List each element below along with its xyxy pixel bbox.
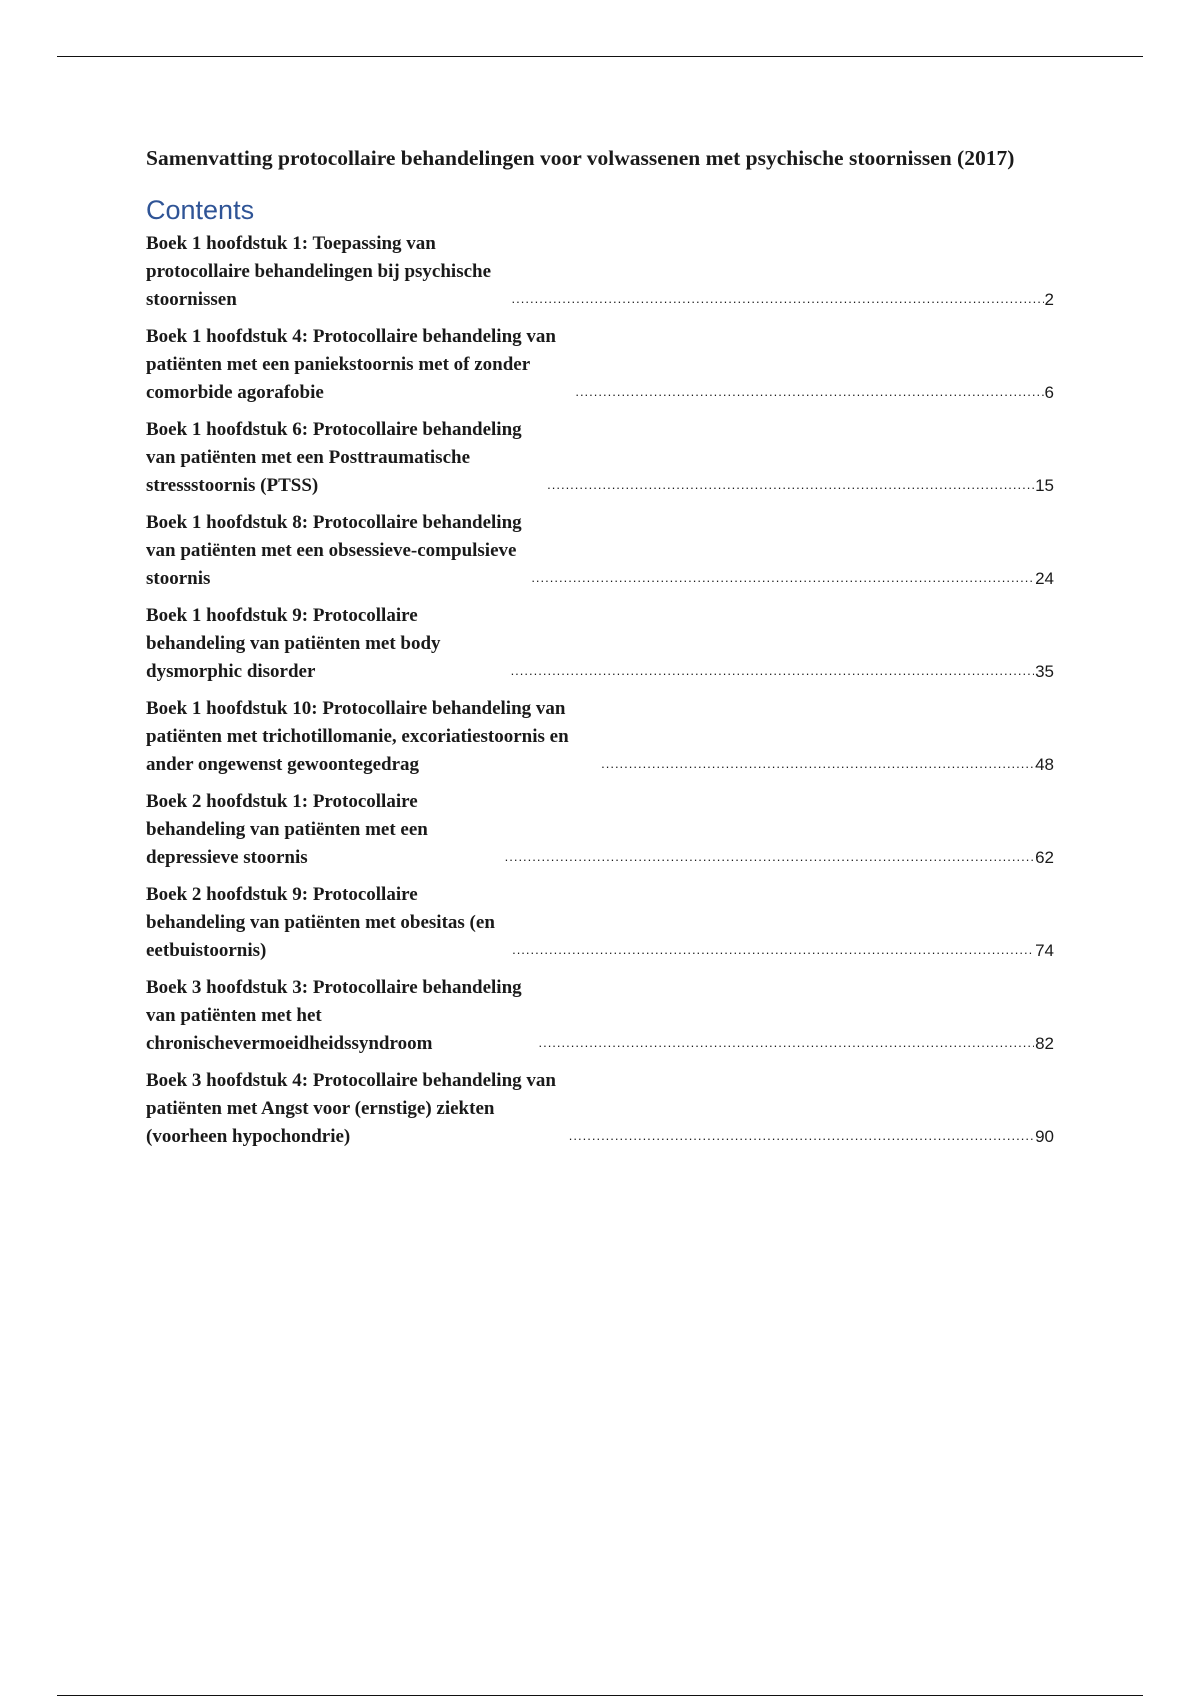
toc-entry[interactable] (146, 974, 1054, 1058)
toc-dot-leader (512, 285, 1044, 313)
toc-dot-leader (531, 564, 1034, 592)
toc-entry[interactable] (146, 788, 1054, 872)
toc-entry-title: Boek 1 hoofdstuk 10: Protocollaire behandeling van patiënten met trichotillomanie, excoriatiestoornis en ander ongewenst gewoontegedrag (146, 698, 569, 775)
toc-page-number: 90 (1035, 1127, 1054, 1146)
toc-dot-leader (512, 936, 1034, 964)
toc-page-number: 15 (1035, 476, 1054, 495)
toc-dot-leader (569, 1122, 1034, 1150)
toc-entry[interactable] (146, 323, 1054, 407)
toc-dot-leader (547, 471, 1034, 499)
toc-entry[interactable] (146, 416, 1054, 500)
toc-entry[interactable] (146, 509, 1054, 593)
toc-dot-leader (511, 657, 1035, 685)
toc-page-number: 6 (1044, 383, 1054, 402)
toc-page-number: 24 (1035, 569, 1054, 588)
toc-heading: Contents (146, 195, 255, 225)
toc-dot-leader (505, 843, 1034, 871)
footer-rule (57, 1695, 1143, 1696)
header-rule (57, 56, 1143, 57)
toc-entry-title: Boek 1 hoofdstuk 6: Protocollaire behandeling van patiënten met een Posttraumatische stressstoornis (PTSS) (146, 419, 522, 496)
toc-entry[interactable] (146, 1067, 1054, 1151)
toc-entry-title: Boek 1 hoofdstuk 9: Protocollaire behandeling van patiënten met body dysmorphic disorder (146, 605, 441, 682)
toc-entry[interactable] (146, 230, 1054, 314)
toc-entry[interactable] (146, 602, 1054, 686)
toc-dot-leader (601, 750, 1034, 778)
toc-entry-title: Boek 1 hoofdstuk 4: Protocollaire behandeling van patiënten met een paniekstoornis met of zonder comorbide agorafobie (146, 326, 556, 403)
toc-page-number: 48 (1035, 755, 1054, 774)
document-title: Samenvatting protocollaire behandelingen voor volwassenen met psychische stoornissen (2017) (146, 146, 1015, 170)
toc-entry-title: Boek 1 hoofdstuk 1: Toepassing van protocollaire behandelingen bij psychische stoornissen (146, 233, 492, 310)
toc-entry-title: Boek 2 hoofdstuk 9: Protocollaire behandeling van patiënten met obesitas (en eetbuistoornis) (146, 884, 495, 961)
toc-page-number: 2 (1044, 290, 1054, 309)
toc-dot-leader (538, 1029, 1034, 1057)
toc-entry-title: Boek 3 hoofdstuk 3: Protocollaire behandeling van patiënten met het chronischevermoeidheidssyndroom (146, 977, 522, 1054)
toc-entry-title: Boek 1 hoofdstuk 8: Protocollaire behandeling van patiënten met een obsessieve-compulsieve stoornis (146, 512, 522, 589)
toc-entry[interactable] (146, 695, 1054, 779)
toc-page-number: 74 (1035, 941, 1054, 960)
toc-entry-title: Boek 2 hoofdstuk 1: Protocollaire behandeling van patiënten met een depressieve stoornis (146, 791, 428, 868)
toc-page-number: 35 (1035, 662, 1054, 681)
toc-list (146, 230, 1054, 1151)
toc-entry[interactable] (146, 881, 1054, 965)
document-body (146, 143, 1054, 1160)
toc-entry-title: Boek 3 hoofdstuk 4: Protocollaire behandeling van patiënten met Angst voor (ernstige) ziekten (voorheen hypochondrie) (146, 1070, 556, 1147)
toc-dot-leader (575, 378, 1043, 406)
toc-page-number: 82 (1035, 1034, 1054, 1053)
toc-page-number: 62 (1035, 848, 1054, 867)
